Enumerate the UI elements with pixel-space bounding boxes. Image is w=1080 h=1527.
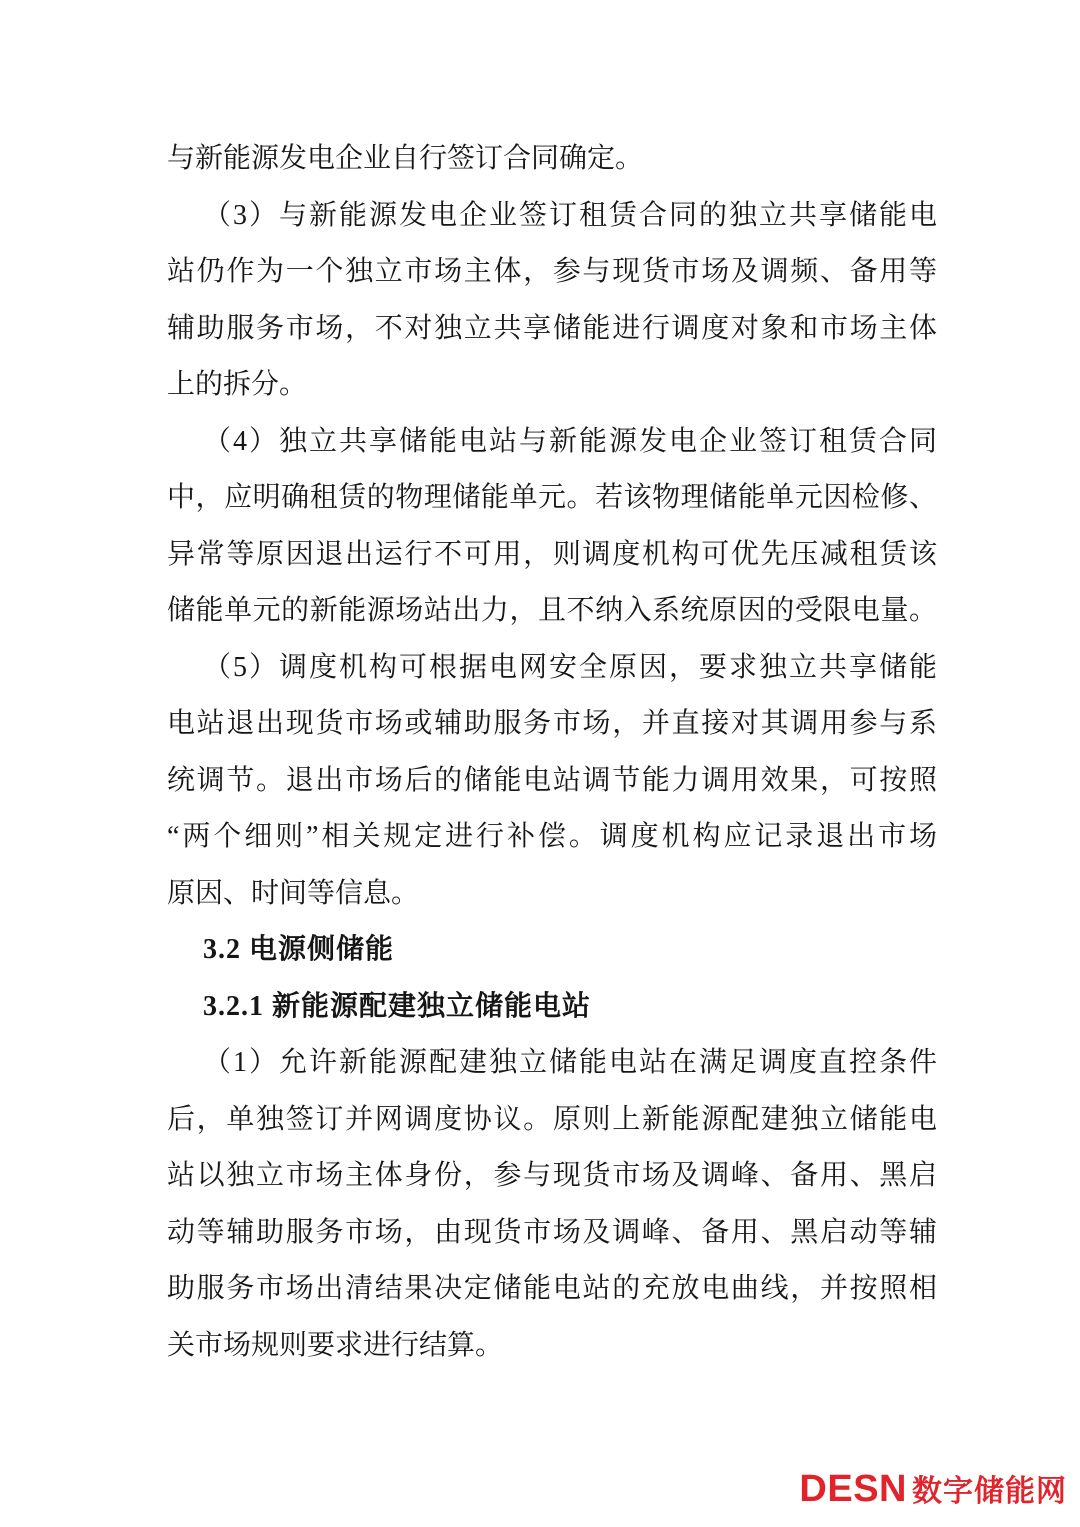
document-body (167, 131, 937, 1374)
heading-3-2 (167, 922, 937, 979)
text-line: 助服务市场出清结果决定储能电站的充放电曲线，并按照相 (167, 1273, 937, 1304)
paragraph-item-4 (167, 414, 937, 640)
text-line: 站仍作为一个独立市场主体，参与现货市场及调频、备用等 (167, 256, 937, 287)
text-line: 异常等原因退出运行不可用，则调度机构可优先压减租赁该 (167, 538, 937, 570)
paragraph-continuation (167, 131, 937, 188)
text-line: （4）独立共享储能电站与新能源发电企业签订租赁合同 (203, 425, 937, 457)
text-line: （5）调度机构可根据电网安全原因，要求独立共享储能 (203, 651, 937, 683)
text-line: 统调节。退出市场后的储能电站调节能力调用效果，可按照 (167, 764, 937, 796)
text-line: 电站退出现货市场或辅助服务市场，并直接对其调用参与系 (167, 708, 937, 739)
heading-3-2-1 (167, 979, 937, 1036)
text-line: 储能单元的新能源场站出力，且不纳入系统原因的受限电量。 (167, 595, 937, 626)
paragraph-item-3 (167, 188, 937, 414)
text-line: 站以独立市场主体身份，参与现货市场及调峰、备用、黑启 (167, 1160, 937, 1191)
text-line: “两个细则”相关规定进行补偿。调度机构应记录退出市场 (167, 821, 937, 852)
text-line: 辅助服务市场，不对独立共享储能进行调度对象和市场主体 (167, 312, 937, 344)
paragraph-item-5 (167, 640, 937, 923)
text-line: （1）允许新能源配建独立储能电站在满足调度直控条件 (203, 1047, 937, 1078)
text-line: 原因、时间等信息。 (167, 877, 420, 909)
text-line: 后，单独签订并网调度协议。原则上新能源配建独立储能电 (167, 1103, 937, 1135)
watermark-logo (799, 1466, 1067, 1511)
text-line: （3）与新能源发电企业签订租赁合同的独立共享储能电 (203, 199, 937, 231)
text-line: 3.2 电源侧储能 (203, 934, 395, 965)
text-line: 3.2.1 新能源配建独立储能电站 (203, 990, 592, 1022)
text-line: 中，应明确租赁的物理储能单元。若该物理储能单元因检修、 (167, 482, 937, 513)
brand-logo-chinese-text: 数字储能网 (912, 1475, 1067, 1508)
brand-logo-latin-text: DESN (799, 1468, 907, 1510)
text-line: 关市场规则要求进行结算。 (167, 1329, 504, 1361)
paragraph-item-1 (167, 1035, 937, 1374)
text-line: 与新能源发电企业自行签订合同确定。 (167, 143, 644, 174)
text-line: 上的拆分。 (167, 369, 308, 400)
text-line: 动等辅助服务市场，由现货市场及调峰、备用、黑启动等辅 (167, 1216, 937, 1248)
